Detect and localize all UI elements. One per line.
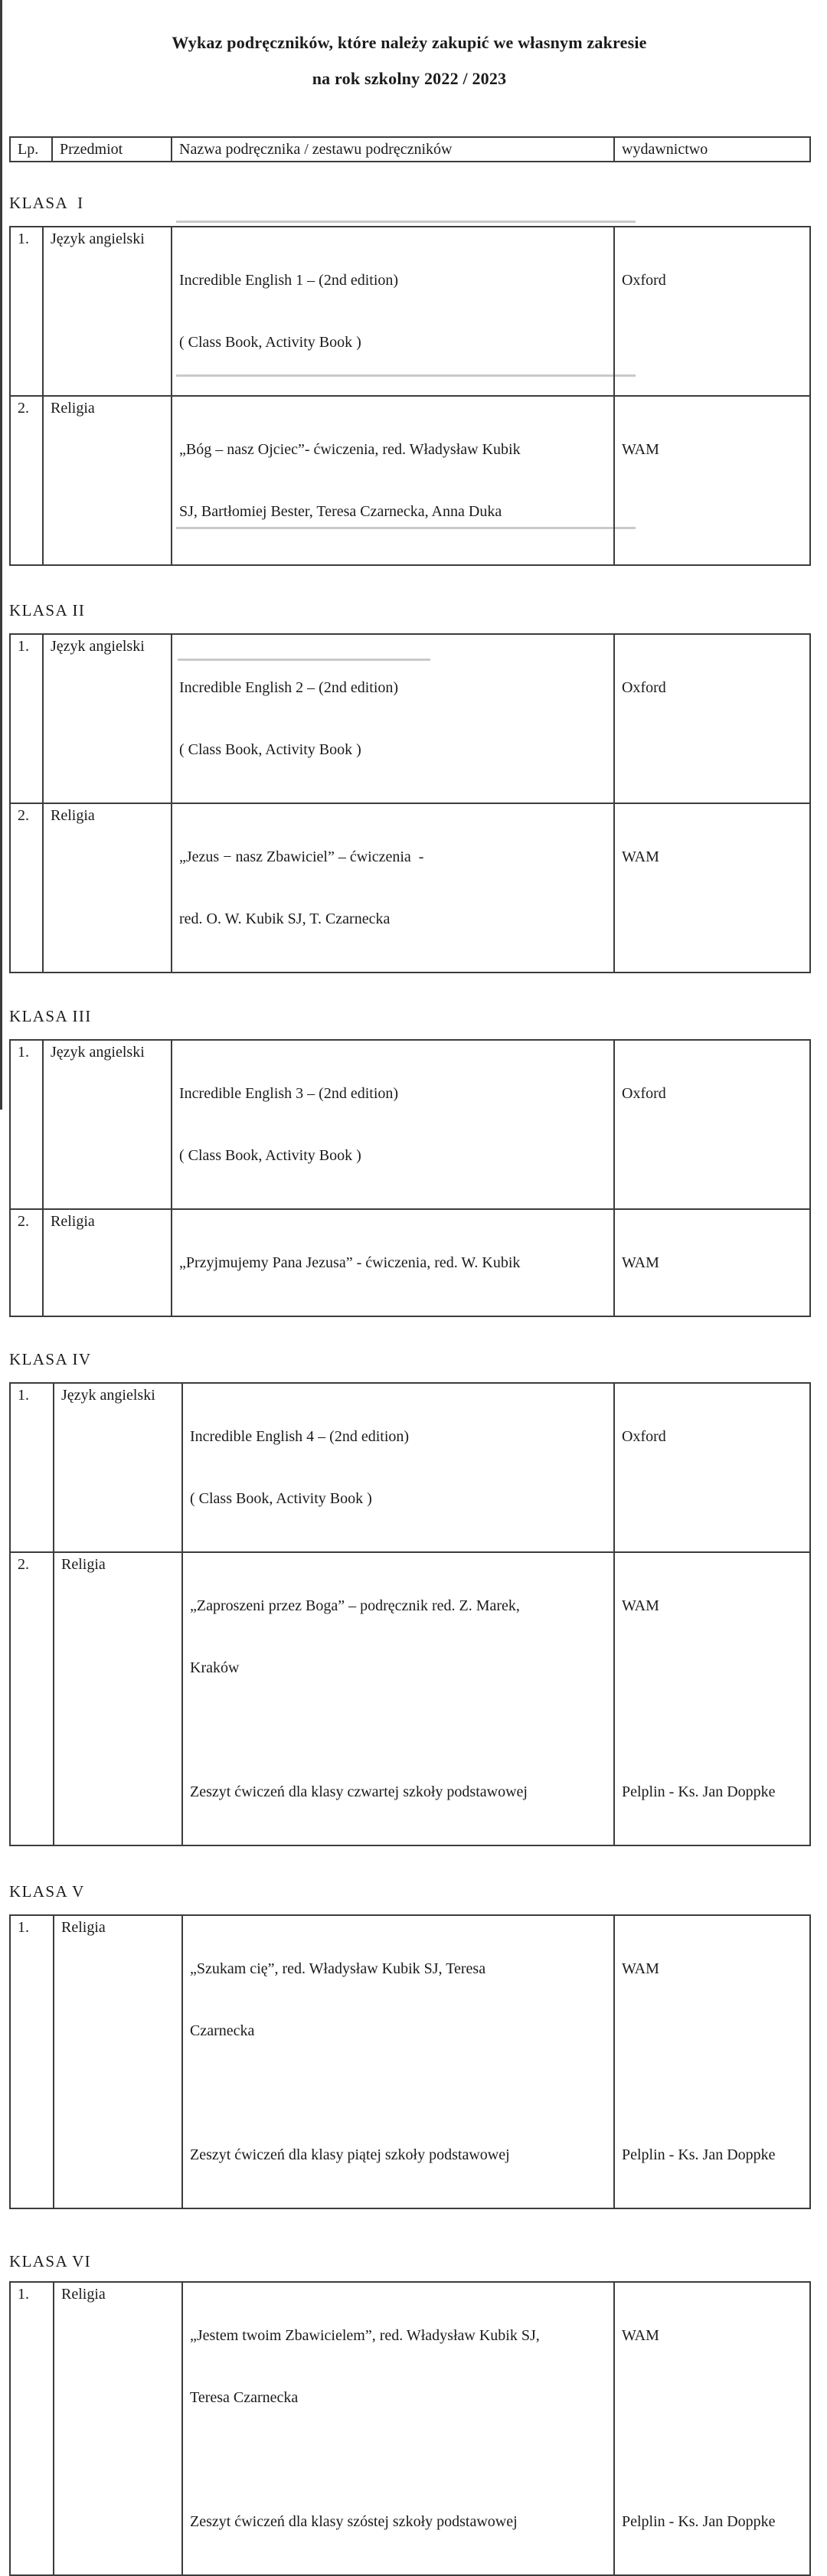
books-table-klasa-6 <box>9 2281 811 2576</box>
text-line: Oxford <box>622 272 666 289</box>
text-line: Pelplin - Ks. Jan Doppke <box>622 2146 776 2163</box>
text-line: „Jezus − nasz Zbawiciel” – ćwiczenia - <box>179 848 424 865</box>
text-line: Zeszyt ćwiczeń dla klasy szóstej szkoły podstawowej <box>190 2513 518 2530</box>
cell-nazwa <box>182 1915 614 2208</box>
cell-nazwa <box>172 1040 614 1209</box>
cell-lp: 1. <box>10 634 43 803</box>
text-line <box>190 1720 609 1741</box>
cell-wydawnictwo <box>614 227 810 396</box>
cell-lp: 1. <box>10 1383 54 1552</box>
cell-lp: 1. <box>10 1915 54 2208</box>
text-line: WAM <box>622 441 659 458</box>
text-line: Czarnecka <box>190 2022 255 2039</box>
text-line: Teresa Czarnecka <box>190 2389 299 2406</box>
books-table-klasa-4 <box>9 1382 811 1846</box>
cell-przedmiot: Religia <box>54 2282 182 2575</box>
cell-wydawnictwo <box>614 1383 810 1552</box>
cell-wydawnictwo <box>614 1040 810 1209</box>
text-line <box>622 2021 805 2042</box>
text-line: red. O. W. Kubik SJ, T. Czarnecka <box>179 910 391 927</box>
section-heading-klasa-1: KLASA I <box>9 194 84 212</box>
text-line <box>622 2083 805 2104</box>
text-line: WAM <box>622 1597 659 1614</box>
text-line: Incredible English 2 – (2nd edition) <box>179 679 399 696</box>
cell-przedmiot: Język angielski <box>43 634 172 803</box>
text-line: „Przyjmujemy Pana Jezusa” - ćwiczenia, red. W. Kubik <box>179 1254 521 1271</box>
text-line: Pelplin - Ks. Jan Doppke <box>622 1783 776 1800</box>
cell-przedmiot: Religia <box>54 1915 182 2208</box>
text-line: Zeszyt ćwiczeń dla klasy piątej szkoły podstawowej <box>190 2146 510 2163</box>
section-heading-klasa-5: KLASA V <box>9 1882 85 1901</box>
cell-lp: 2. <box>10 803 43 973</box>
cell-przedmiot: Religia <box>43 803 172 973</box>
cell-nazwa <box>182 1552 614 1845</box>
table-row <box>10 1040 810 1209</box>
text-line: Incredible English 1 – (2nd edition) <box>179 272 399 289</box>
text-line: Zeszyt ćwiczeń dla klasy czwartej szkoły podstawowej <box>190 1783 528 1800</box>
cell-wydawnictwo <box>614 2282 810 2575</box>
cell-lp: 2. <box>10 1209 43 1316</box>
table-row <box>10 1209 810 1316</box>
text-line: WAM <box>622 1960 659 1977</box>
cell-przedmiot: Język angielski <box>43 227 172 396</box>
text-line: WAM <box>622 1254 659 1271</box>
text-line: Oxford <box>622 1428 666 1445</box>
cell-wydawnictwo <box>614 1915 810 2208</box>
cell-lp: 2. <box>10 396 43 565</box>
table-row <box>10 227 810 396</box>
scan-edge-line <box>0 0 2 1110</box>
table-row <box>10 1383 810 1552</box>
text-line: Oxford <box>622 1085 666 1102</box>
section-heading-klasa-6: KLASA VI <box>9 2252 92 2270</box>
text-line <box>622 2388 805 2408</box>
cell-nazwa <box>172 1209 614 1316</box>
text-line: ( Class Book, Activity Book ) <box>179 741 361 758</box>
text-line: Kraków <box>190 1659 240 1676</box>
table-row <box>10 2282 810 2575</box>
text-line <box>190 2083 609 2104</box>
col-header-przedmiot: Przedmiot <box>52 137 172 162</box>
cell-nazwa <box>172 634 614 803</box>
table-row <box>10 634 810 803</box>
text-line <box>622 1658 805 1679</box>
cell-przedmiot: Religia <box>43 396 172 565</box>
text-line: Oxford <box>622 679 666 696</box>
cell-lp: 1. <box>10 2282 54 2575</box>
cell-wydawnictwo <box>614 634 810 803</box>
table-row <box>10 1552 810 1845</box>
text-line: „Bóg – nasz Ojciec”- ćwiczenia, red. Władysław Kubik <box>179 441 521 458</box>
cell-przedmiot: Religia <box>54 1552 182 1845</box>
text-line: SJ, Bartłomiej Bester, Teresa Czarnecka, Anna Duka <box>179 503 502 520</box>
cell-lp: 1. <box>10 1040 43 1209</box>
section-heading-klasa-3: KLASA III <box>9 1007 92 1025</box>
text-line: ( Class Book, Activity Book ) <box>190 1490 372 1507</box>
col-header-nazwa: Nazwa podręcznika / zestawu podręczników <box>172 137 614 162</box>
document-page <box>9 0 809 2576</box>
cell-przedmiot: Język angielski <box>54 1383 182 1552</box>
table-row <box>10 396 810 565</box>
cell-lp: 1. <box>10 227 43 396</box>
text-line: WAM <box>622 848 659 865</box>
cell-nazwa <box>182 2282 614 2575</box>
col-header-lp: Lp. <box>10 137 52 162</box>
text-line: Incredible English 4 – (2nd edition) <box>190 1428 410 1445</box>
books-table-klasa-1 <box>9 226 811 566</box>
cell-przedmiot: Religia <box>43 1209 172 1316</box>
cell-nazwa <box>182 1383 614 1552</box>
cell-nazwa <box>172 803 614 973</box>
cell-nazwa <box>172 396 614 565</box>
cell-wydawnictwo <box>614 1552 810 1845</box>
text-line: WAM <box>622 2327 659 2344</box>
cell-nazwa <box>172 227 614 396</box>
section-heading-klasa-4: KLASA IV <box>9 1350 92 1368</box>
text-line: Incredible English 3 – (2nd edition) <box>179 1085 399 1102</box>
cell-lp: 2. <box>10 1552 54 1845</box>
table-row <box>10 803 810 973</box>
text-line: ( Class Book, Activity Book ) <box>179 334 361 351</box>
cell-wydawnictwo <box>614 1209 810 1316</box>
books-table-klasa-3 <box>9 1039 811 1317</box>
table-row <box>10 1915 810 2208</box>
books-table-klasa-2 <box>9 633 811 973</box>
document-subtitle: na rok szkolny 2022 / 2023 <box>312 69 507 88</box>
text-line: „Jestem twoim Zbawicielem”, red. Władysław Kubik SJ, <box>190 2327 540 2344</box>
section-heading-klasa-2: KLASA II <box>9 601 86 619</box>
cell-wydawnictwo <box>614 803 810 973</box>
text-line <box>190 2450 609 2470</box>
books-table-klasa-5 <box>9 1914 811 2209</box>
text-line: ( Class Book, Activity Book ) <box>179 1147 361 1164</box>
document-title: Wykaz podręczników, które należy zakupić we własnym zakresie <box>172 33 647 52</box>
text-line <box>622 2450 805 2470</box>
text-line: „Zaproszeni przez Boga” – podręcznik red. Z. Marek, <box>190 1597 520 1614</box>
column-header-table <box>9 136 811 162</box>
cell-wydawnictwo <box>614 396 810 565</box>
text-line: „Szukam cię”, red. Władysław Kubik SJ, Teresa <box>190 1960 486 1977</box>
column-header-row <box>10 137 810 162</box>
text-line: Pelplin - Ks. Jan Doppke <box>622 2513 776 2530</box>
cell-przedmiot: Język angielski <box>43 1040 172 1209</box>
col-header-wydawnictwo: wydawnictwo <box>614 137 810 162</box>
text-line <box>622 1720 805 1741</box>
